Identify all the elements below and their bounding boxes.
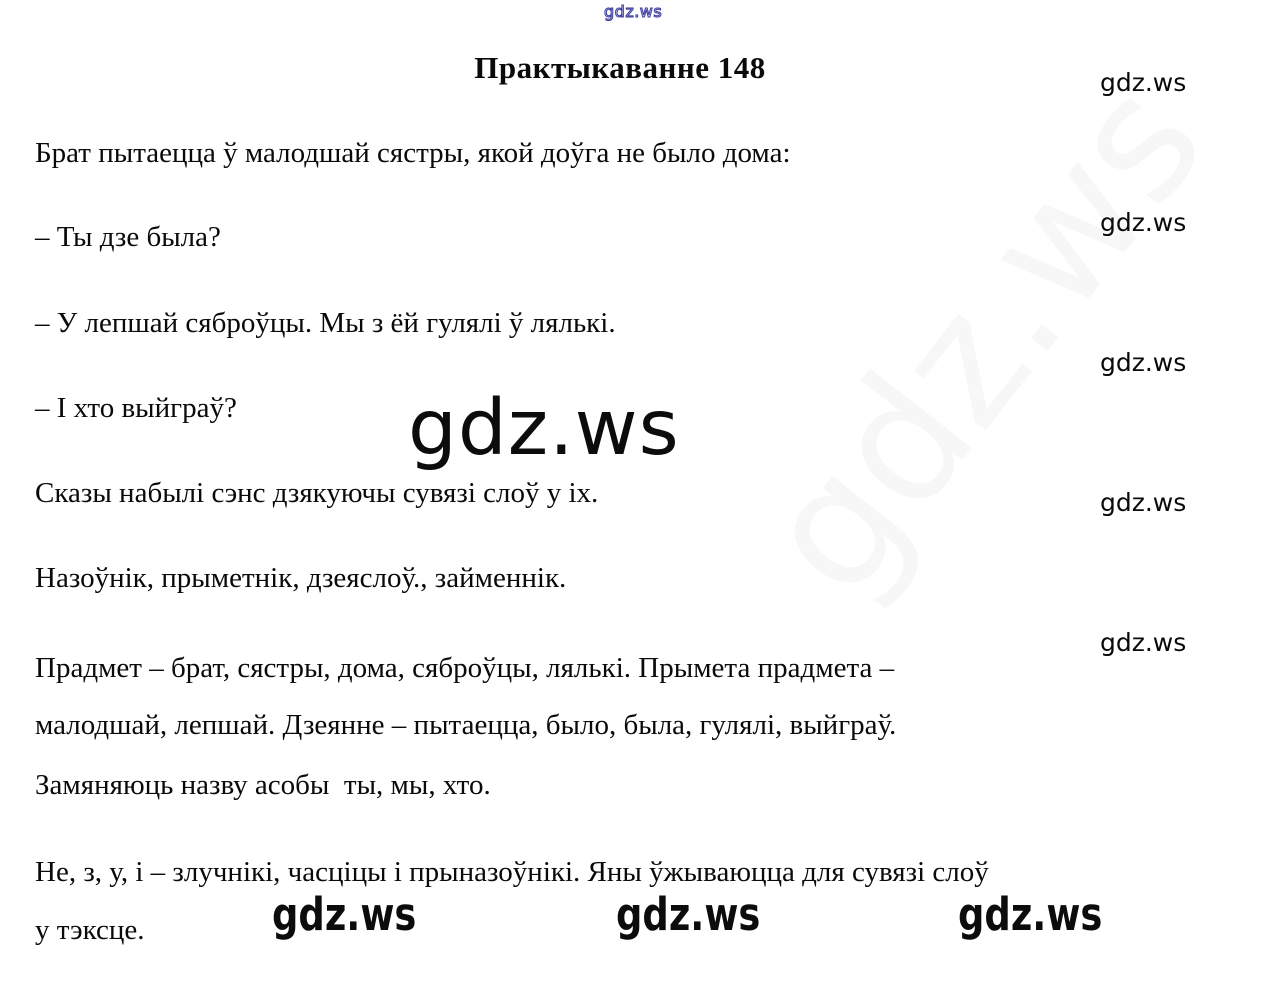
paragraph-subject-line-2: малодшай, лепшай. Дзеянне – пытаецца, было, была, гулялі, выйграў.	[35, 709, 897, 741]
diagonal-ghost-watermark	[725, 47, 1242, 631]
dialogue-line-2: – У лепшай сяброўцы. Мы з ёй гулялі ў лялькі.	[35, 307, 616, 339]
paragraph-subject-line-1: Прадмет – брат, сястры, дома, сяброўцы, лялькі. Прымета прадмета –	[35, 652, 895, 684]
paragraph-intro: Брат пытаецца ў малодшай сястры, якой доўга не было дома:	[35, 137, 791, 169]
paragraph-parts-of-speech: Назоўнік, прыметнік, дзеяслоў., займеннік.	[35, 562, 567, 594]
paragraph-conjunctions-line-1: Не, з, у, і – злучнікі, часціцы і прыназоўнікі. Яны ўжываюцца для сувязі слоў	[35, 856, 989, 888]
watermark-side-1: gdz.ws	[1100, 68, 1187, 97]
dialogue-line-1: – Ты дзе была?	[35, 221, 221, 253]
watermark-side-3: gdz.ws	[1100, 348, 1187, 377]
watermark-bottom-1: gdz.ws	[272, 888, 417, 941]
watermark-side-4: gdz.ws	[1100, 488, 1187, 517]
watermark-top-small: gdz.ws	[604, 2, 663, 21]
watermark-center-large: gdz.ws	[408, 384, 680, 473]
watermark-bottom-2: gdz.ws	[616, 888, 761, 941]
exercise-title: Практыкаванне 148	[474, 50, 766, 85]
watermark-bottom-3: gdz.ws	[958, 888, 1103, 941]
paragraph-conjunctions-line-2: у тэксце.	[35, 914, 145, 946]
paragraph-sense: Сказы набылі сэнс дзякуючы сувязі слоў у іх.	[35, 477, 599, 509]
dialogue-line-3: – І хто выйграў?	[35, 392, 237, 424]
watermark-side-5: gdz.ws	[1100, 628, 1187, 657]
watermark-side-2: gdz.ws	[1100, 208, 1187, 237]
paragraph-subject-line-3: Замяняюць назву асобы ты, мы, хто.	[35, 769, 491, 801]
